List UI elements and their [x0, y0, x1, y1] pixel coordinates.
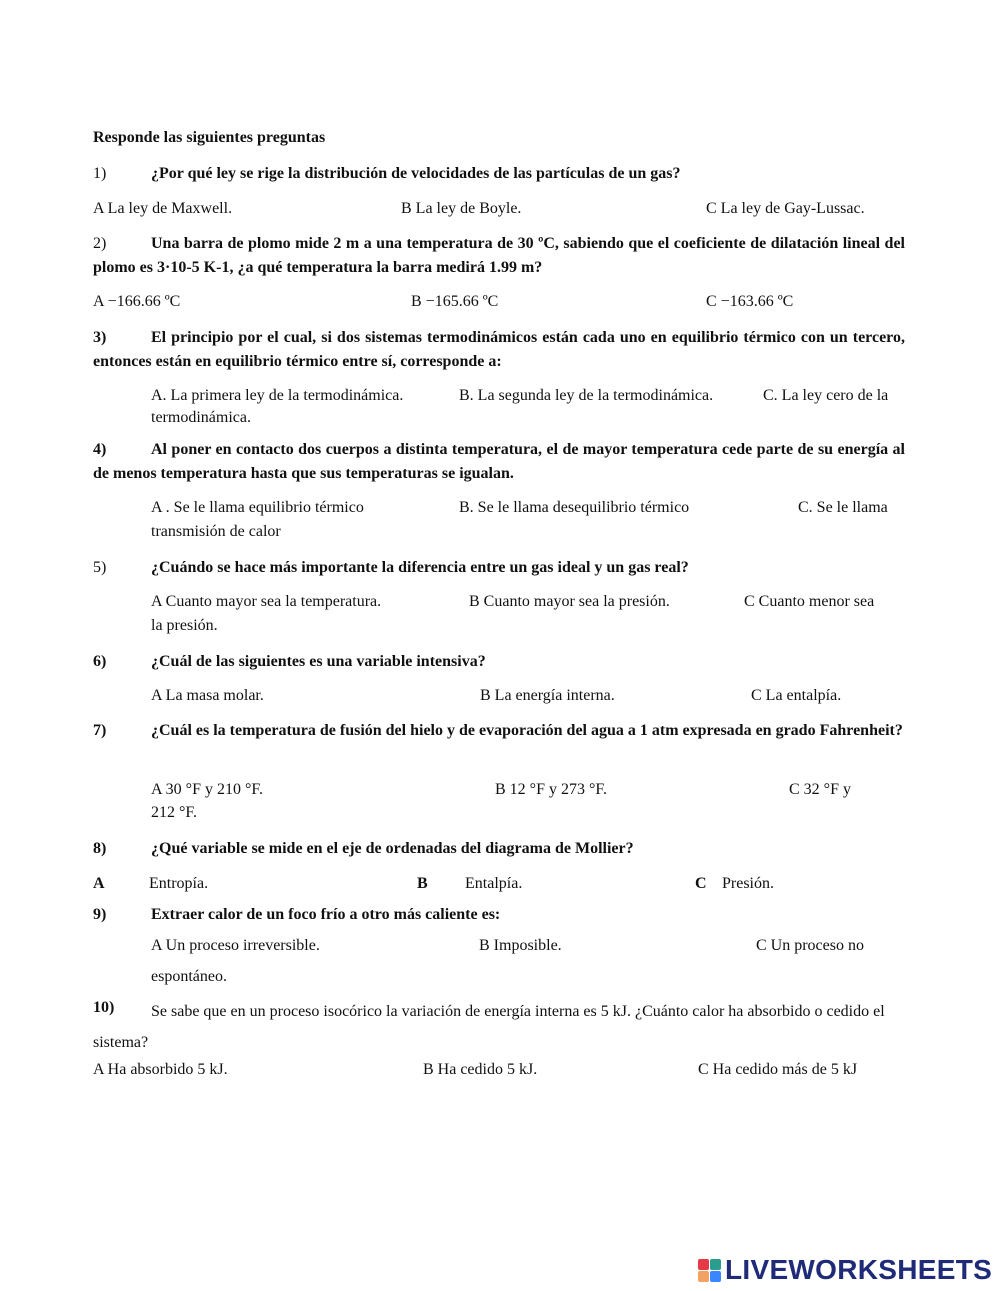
option-a[interactable]: A. La primera ley de la termodinámica. — [151, 387, 404, 404]
logo-block — [698, 1271, 709, 1282]
option-b[interactable]: B Imposible. — [479, 937, 562, 954]
question-number: 1) — [93, 165, 107, 182]
option-a[interactable]: A 30 °F y 210 °F. — [151, 781, 263, 798]
option-c[interactable]: Presión. — [722, 875, 774, 892]
option-b-letter: B — [417, 875, 428, 892]
option-c[interactable]: C 32 °F y — [789, 781, 851, 798]
option-c-continued: transmisión de calor — [151, 523, 281, 540]
question-number: 8) — [93, 840, 107, 857]
question-number: 9) — [93, 906, 107, 923]
question-text: ¿Cuándo se hace más importante la diferencia entre un gas ideal y un gas real? — [151, 559, 689, 576]
option-a[interactable]: A −166.66 ºC — [93, 293, 181, 310]
option-b[interactable]: B Cuanto mayor sea la presión. — [469, 593, 670, 610]
question-text: Se sabe que en un proceso isocórico la variación de energía interna es 5 kJ. ¿Cuánto calor ha absorbido o cedido el sistema? — [93, 1003, 885, 1051]
option-c-continued: termodinámica. — [151, 409, 251, 426]
option-b[interactable]: B La ley de Boyle. — [401, 200, 522, 217]
option-a[interactable]: A Cuanto mayor sea la temperatura. — [151, 593, 382, 610]
logo-text: LIVEWORKSHEETS — [725, 1254, 993, 1285]
option-b[interactable]: B −165.66 ºC — [411, 293, 499, 310]
option-a[interactable]: Entropía. — [149, 875, 209, 892]
heading: Responde las siguientes preguntas — [93, 129, 326, 146]
option-b[interactable]: B. Se le llama desequilibrio térmico — [459, 499, 690, 516]
option-c[interactable]: C Un proceso no — [756, 937, 864, 954]
question-text: Extraer calor de un foco frío a otro más caliente es: — [151, 906, 501, 923]
option-a-letter: A — [93, 875, 105, 892]
option-a[interactable]: A Un proceso irreversible. — [151, 937, 320, 954]
option-c[interactable]: C Ha cedido más de 5 kJ — [698, 1061, 858, 1078]
option-b[interactable]: B La energía interna. — [480, 687, 615, 704]
option-c[interactable]: C La entalpía. — [751, 687, 842, 704]
option-c[interactable]: C La ley de Gay-Lussac. — [706, 200, 865, 217]
question-number: 5) — [93, 559, 107, 576]
logo-block — [710, 1271, 721, 1282]
option-a[interactable]: A . Se le llama equilibrio térmico — [151, 499, 364, 516]
option-c[interactable]: C. La ley cero de la — [763, 387, 889, 404]
option-c-continued: espontáneo. — [151, 968, 227, 985]
option-b[interactable]: B 12 °F y 273 °F. — [495, 781, 607, 798]
question-text: ¿Cuál es la temperatura de fusión del hielo y de evaporación del agua a 1 atm expresada en grado Fahrenheit? — [151, 722, 903, 739]
question-text: Una barra de plomo mide 2 m a una temperatura de 30 ºC, sabiendo que el coeficiente de dilatación lineal del plomo es 3·10-5 K-1, ¿a qué temperatura la barra medirá 1.99 m? — [93, 235, 905, 276]
option-c-letter: C — [695, 875, 707, 892]
question-text: Al poner en contacto dos cuerpos a distinta temperatura, el de mayor temperatura cede parte de su energía al de menos temperatura hasta que sus temperaturas se igualan. — [93, 441, 905, 482]
question-text: ¿Por qué ley se rige la distribución de velocidades de las partículas de un gas? — [151, 165, 681, 182]
option-b[interactable]: B Ha cedido 5 kJ. — [423, 1061, 538, 1078]
question-number: 10) — [93, 999, 115, 1016]
question-text: ¿Cuál de las siguientes es una variable intensiva? — [151, 653, 486, 670]
logo-blocks-icon — [698, 1259, 721, 1282]
question-number: 2) — [93, 235, 107, 252]
option-b[interactable]: Entalpía. — [465, 875, 523, 892]
liveworksheets-logo — [698, 1255, 992, 1285]
option-b[interactable]: B. La segunda ley de la termodinámica. — [459, 387, 714, 404]
option-c[interactable]: C Cuanto menor sea — [744, 593, 875, 610]
option-c-continued: la presión. — [151, 617, 218, 634]
option-c-continued: 212 °F. — [151, 804, 198, 821]
option-c[interactable]: C. Se le llama — [798, 499, 888, 516]
question-number: 6) — [93, 653, 107, 670]
logo-block — [698, 1259, 709, 1270]
option-a[interactable]: A Ha absorbido 5 kJ. — [93, 1061, 228, 1078]
question-text: El principio por el cual, si dos sistemas termodinámicos están cada uno en equilibrio térmico con un tercero, entonces están en equilibrio térmico entre sí, corresponde a: — [93, 329, 905, 370]
logo-block — [710, 1259, 721, 1270]
option-c[interactable]: C −163.66 ºC — [706, 293, 794, 310]
option-a[interactable]: A La masa molar. — [151, 687, 264, 704]
option-a[interactable]: A La ley de Maxwell. — [93, 200, 233, 217]
question-number: 7) — [93, 722, 107, 739]
question-text: ¿Qué variable se mide en el eje de ordenadas del diagrama de Mollier? — [151, 840, 634, 857]
question-number: 3) — [93, 329, 107, 346]
question-number: 4) — [93, 441, 107, 458]
